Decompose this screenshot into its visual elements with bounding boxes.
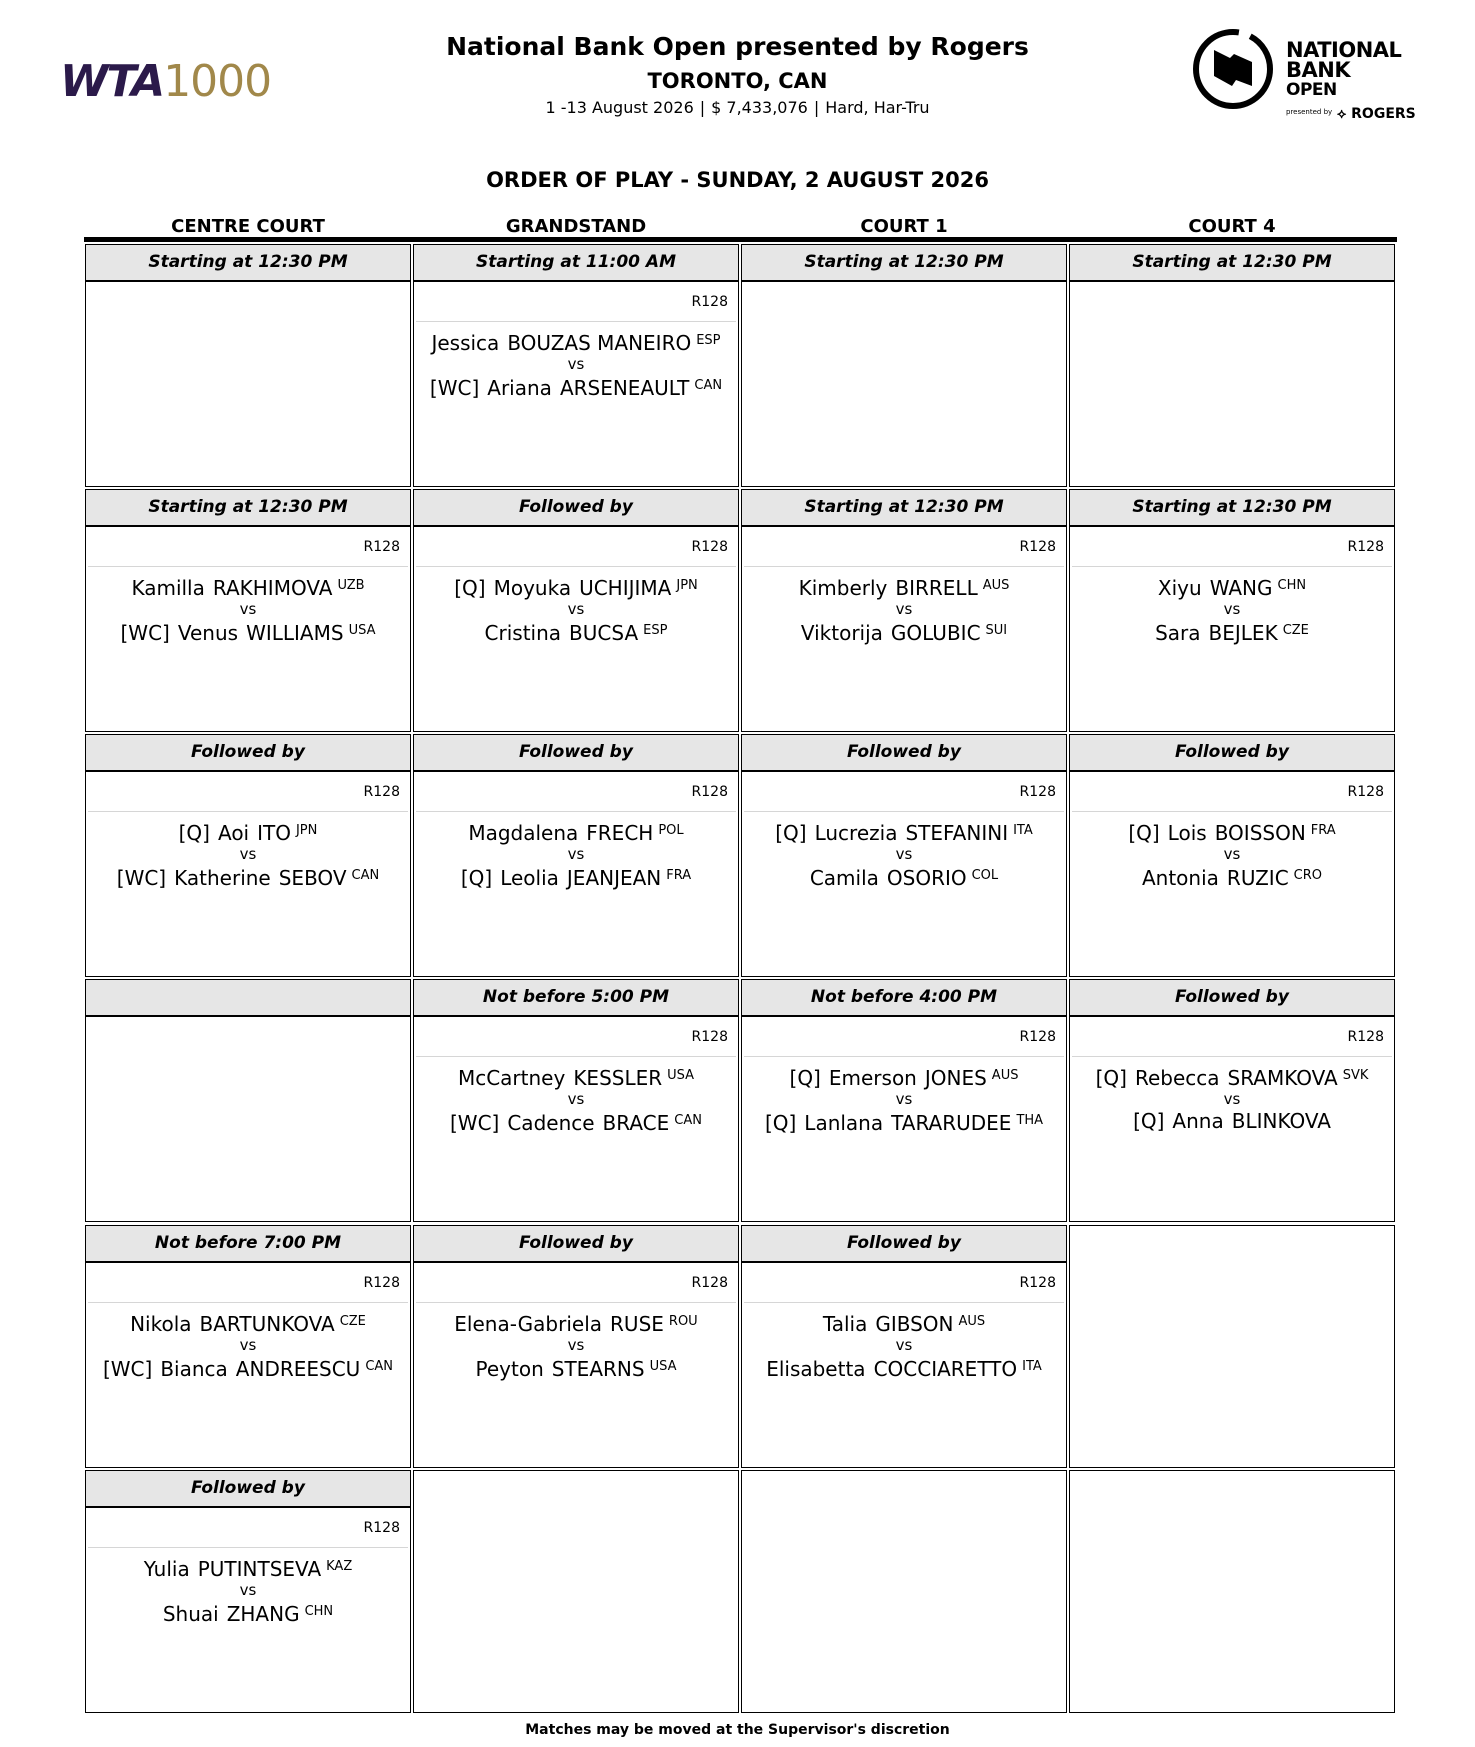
time-label: Starting at 12:30 PM bbox=[1070, 490, 1394, 527]
match-block bbox=[414, 812, 738, 889]
court-header: GRANDSTAND bbox=[505, 216, 647, 237]
player-nationality: CAN bbox=[351, 868, 380, 883]
schedule-cell bbox=[85, 734, 411, 977]
player-nationality: USA bbox=[649, 1359, 677, 1374]
player-first: Shuai bbox=[162, 1602, 219, 1626]
player-first: Xiyu bbox=[1157, 576, 1202, 600]
player-last: WILLIAMS bbox=[246, 621, 344, 645]
player-nationality: ITA bbox=[1013, 823, 1033, 838]
match-block bbox=[414, 1303, 738, 1380]
player-nationality: CAN bbox=[694, 378, 723, 393]
player-last: ANDREESCU bbox=[235, 1357, 361, 1381]
player-last: BOUZAS MANEIRO bbox=[507, 331, 692, 355]
schedule-cell bbox=[1069, 734, 1395, 977]
player-nationality: COL bbox=[971, 868, 999, 883]
player-last: FRECH bbox=[586, 821, 654, 845]
time-label: Followed by bbox=[414, 735, 738, 772]
round-label: R128 bbox=[416, 282, 736, 322]
time-label: Starting at 12:30 PM bbox=[742, 245, 1066, 282]
tournament-info: 1 -13 August 2026 | $ 7,433,076 | Hard, Har-Tru bbox=[545, 98, 930, 117]
player-name bbox=[86, 575, 410, 599]
player-last: BIRRELL bbox=[895, 576, 978, 600]
time-label: Followed by bbox=[1070, 980, 1394, 1017]
player-first: Leolia bbox=[500, 866, 559, 890]
versus-label: vs bbox=[1223, 845, 1241, 863]
round-label: R128 bbox=[1072, 772, 1392, 812]
tournament-title: National Bank Open presented by Rogers bbox=[446, 32, 1029, 61]
match-block bbox=[742, 812, 1066, 889]
match-block bbox=[414, 322, 738, 399]
versus-label: vs bbox=[1223, 600, 1241, 618]
player-seed: [Q] bbox=[1128, 821, 1160, 845]
player-first: Aoi bbox=[217, 821, 250, 845]
player-name bbox=[86, 620, 410, 644]
time-label: Starting at 11:00 AM bbox=[414, 245, 738, 282]
player-name bbox=[742, 865, 1066, 889]
time-label: Not before 7:00 PM bbox=[86, 1226, 410, 1263]
player-last: RUZIC bbox=[1226, 866, 1289, 890]
player-seed: [WC] bbox=[116, 866, 167, 890]
player-first: Bianca bbox=[160, 1357, 228, 1381]
player-name bbox=[742, 1311, 1066, 1335]
player-seed: [WC] bbox=[449, 1111, 500, 1135]
player-first: Lois bbox=[1167, 821, 1207, 845]
player-name bbox=[742, 1356, 1066, 1380]
schedule-cell bbox=[741, 1470, 1067, 1713]
round-label: R128 bbox=[88, 1263, 408, 1303]
player-last: ARSENEAULT bbox=[559, 376, 690, 400]
match-block bbox=[1070, 1057, 1394, 1132]
player-first: Antonia bbox=[1141, 866, 1219, 890]
player-nationality: AUS bbox=[991, 1068, 1019, 1083]
player-name bbox=[742, 620, 1066, 644]
schedule-cell bbox=[741, 734, 1067, 977]
player-name bbox=[414, 375, 738, 399]
player-first: Magdalena bbox=[468, 821, 579, 845]
schedule-cell bbox=[1069, 979, 1395, 1222]
time-label: Not before 4:00 PM bbox=[742, 980, 1066, 1017]
versus-label: vs bbox=[567, 1090, 585, 1108]
versus-label: vs bbox=[895, 1336, 913, 1354]
player-first: Lanlana bbox=[804, 1111, 884, 1135]
player-nationality: CAN bbox=[674, 1113, 702, 1128]
versus-label: vs bbox=[895, 1090, 913, 1108]
round-label: R128 bbox=[88, 1508, 408, 1548]
player-name bbox=[1070, 620, 1394, 644]
schedule-cell bbox=[1069, 489, 1395, 732]
player-nationality: JPN bbox=[676, 578, 698, 593]
player-first: Viktorija bbox=[800, 621, 883, 645]
player-first: Camila bbox=[809, 866, 879, 890]
player-last: RAKHIMOVA bbox=[212, 576, 333, 600]
player-nationality: ROU bbox=[668, 1314, 698, 1329]
player-last: KESSLER bbox=[573, 1066, 663, 1090]
court-header: COURT 1 bbox=[860, 216, 948, 237]
player-last: BEJLEK bbox=[1208, 621, 1278, 645]
tournament-location: TORONTO, CAN bbox=[647, 69, 828, 93]
player-name bbox=[414, 865, 738, 889]
player-name bbox=[414, 575, 738, 599]
player-last: COCCIARETTO bbox=[873, 1357, 1018, 1381]
versus-label: vs bbox=[239, 845, 257, 863]
player-seed: [WC] bbox=[429, 376, 480, 400]
match-block bbox=[86, 1548, 410, 1625]
player-first: Kimberly bbox=[798, 576, 888, 600]
match-block bbox=[414, 567, 738, 644]
player-last: JONES bbox=[924, 1066, 987, 1090]
rogers-logo: ⟡ ROGERS bbox=[1337, 106, 1416, 122]
player-nationality: CRO bbox=[1293, 868, 1323, 883]
player-last: WANG bbox=[1209, 576, 1273, 600]
schedule-cell bbox=[741, 979, 1067, 1222]
time-label: Starting at 12:30 PM bbox=[86, 245, 410, 282]
schedule-cell bbox=[1069, 1470, 1395, 1713]
player-name bbox=[742, 1065, 1066, 1089]
player-first: Talia bbox=[822, 1312, 868, 1336]
schedule-cell bbox=[1069, 1225, 1395, 1468]
versus-label: vs bbox=[567, 355, 585, 373]
sponsor-presented-by: presented by bbox=[1286, 108, 1333, 116]
schedule-cell bbox=[741, 489, 1067, 732]
player-name bbox=[86, 820, 410, 844]
schedule-cell bbox=[85, 489, 411, 732]
round-label: R128 bbox=[744, 527, 1064, 567]
player-name bbox=[414, 1311, 738, 1335]
player-name bbox=[86, 1311, 410, 1335]
round-label: R128 bbox=[88, 527, 408, 567]
player-nationality: ESP bbox=[696, 333, 721, 348]
player-seed: [Q] bbox=[764, 1111, 797, 1135]
player-name bbox=[86, 865, 410, 889]
player-first: Nikola bbox=[130, 1312, 192, 1336]
player-last: BUCSA bbox=[569, 621, 639, 645]
player-last: PUTINTSEVA bbox=[197, 1557, 322, 1581]
versus-label: vs bbox=[567, 845, 585, 863]
player-nationality: USA bbox=[667, 1068, 695, 1083]
time-label: Followed by bbox=[742, 735, 1066, 772]
player-name bbox=[414, 330, 738, 354]
player-seed: [Q] bbox=[789, 1066, 821, 1090]
player-first: Rebecca bbox=[1134, 1066, 1220, 1090]
player-name bbox=[742, 575, 1066, 599]
versus-label: vs bbox=[1223, 1090, 1241, 1108]
player-last: UCHIJIMA bbox=[579, 576, 672, 600]
tournament-prize: $ 7,433,076 bbox=[711, 98, 808, 117]
time-label: Followed by bbox=[414, 490, 738, 527]
schedule-cell bbox=[741, 1225, 1067, 1468]
player-name bbox=[86, 1356, 410, 1380]
player-name bbox=[1070, 820, 1394, 844]
round-label: R128 bbox=[744, 772, 1064, 812]
match-block bbox=[742, 1303, 1066, 1380]
round-label: R128 bbox=[744, 1017, 1064, 1057]
match-block bbox=[86, 567, 410, 644]
player-first: Katherine bbox=[174, 866, 271, 890]
player-first: Emerson bbox=[828, 1066, 917, 1090]
player-seed: [Q] bbox=[775, 821, 807, 845]
player-last: SRAMKOVA bbox=[1227, 1066, 1338, 1090]
versus-label: vs bbox=[567, 1336, 585, 1354]
player-first: Jessica bbox=[431, 331, 500, 355]
player-last: BARTUNKOVA bbox=[199, 1312, 335, 1336]
wta-1000-logo: WTA1000 bbox=[60, 56, 272, 107]
versus-label: vs bbox=[567, 600, 585, 618]
time-label: Followed by bbox=[414, 1226, 738, 1263]
player-first: Moyuka bbox=[493, 576, 572, 600]
player-last: TARARUDEE bbox=[891, 1111, 1012, 1135]
schedule-cell bbox=[413, 489, 739, 732]
time-label: Not before 5:00 PM bbox=[414, 980, 738, 1017]
match-block bbox=[742, 1057, 1066, 1134]
round-label: R128 bbox=[88, 772, 408, 812]
player-last: ZHANG bbox=[226, 1602, 300, 1626]
player-first: Cadence bbox=[507, 1111, 595, 1135]
time-label: Starting at 12:30 PM bbox=[86, 490, 410, 527]
player-last: ITO bbox=[257, 821, 291, 845]
schedule-cell bbox=[413, 979, 739, 1222]
schedule-cell bbox=[741, 244, 1067, 487]
schedule-cell bbox=[413, 244, 739, 487]
time-label: Starting at 12:30 PM bbox=[742, 490, 1066, 527]
time-label: Followed by bbox=[86, 1471, 410, 1508]
player-last: SEBOV bbox=[278, 866, 347, 890]
player-nationality: SVK bbox=[1342, 1068, 1369, 1083]
player-seed: [WC] bbox=[120, 621, 170, 645]
player-first: Peyton bbox=[475, 1357, 544, 1381]
player-name bbox=[1070, 865, 1394, 889]
player-seed: [Q] bbox=[460, 866, 493, 890]
player-name bbox=[86, 1601, 410, 1625]
player-seed: [WC] bbox=[102, 1357, 153, 1381]
player-name bbox=[1070, 575, 1394, 599]
player-name bbox=[414, 620, 738, 644]
player-name bbox=[414, 1065, 738, 1089]
time-label: Followed by bbox=[1070, 735, 1394, 772]
schedule-cell bbox=[413, 1470, 739, 1713]
player-first: Elisabetta bbox=[766, 1357, 866, 1381]
player-name bbox=[742, 1110, 1066, 1134]
player-seed: [Q] bbox=[1095, 1066, 1127, 1090]
schedule-cell bbox=[413, 1225, 739, 1468]
match-block bbox=[86, 1303, 410, 1380]
player-nationality: FRA bbox=[1310, 823, 1336, 838]
player-nationality: FRA bbox=[666, 868, 692, 883]
player-nationality: CZE bbox=[1282, 623, 1309, 638]
schedule-cell bbox=[85, 244, 411, 487]
player-nationality: UZB bbox=[337, 578, 365, 593]
court-header: CENTRE COURT bbox=[171, 216, 325, 237]
player-name bbox=[86, 1556, 410, 1580]
match-block bbox=[86, 812, 410, 889]
match-block bbox=[1070, 812, 1394, 889]
round-label: R128 bbox=[1072, 1017, 1392, 1057]
player-nationality: CZE bbox=[339, 1314, 366, 1329]
player-first: Ariana bbox=[487, 376, 552, 400]
player-name bbox=[1070, 1065, 1394, 1089]
round-label: R128 bbox=[416, 1263, 736, 1303]
player-last: GOLUBIC bbox=[890, 621, 981, 645]
player-first: McCartney bbox=[457, 1066, 566, 1090]
schedule-cell bbox=[85, 1225, 411, 1468]
player-name bbox=[742, 820, 1066, 844]
schedule-cell bbox=[1069, 244, 1395, 487]
player-nationality: CHN bbox=[304, 1604, 334, 1619]
player-name bbox=[414, 1110, 738, 1134]
player-nationality: KAZ bbox=[326, 1559, 353, 1574]
player-last: JEANJEAN bbox=[566, 866, 662, 890]
player-nationality: CHN bbox=[1277, 578, 1307, 593]
player-nationality: AUS bbox=[958, 1314, 986, 1329]
versus-label: vs bbox=[239, 1336, 257, 1354]
player-seed: [Q] bbox=[178, 821, 210, 845]
player-nationality: SUI bbox=[985, 623, 1008, 638]
player-seed: [Q] bbox=[454, 576, 486, 600]
player-nationality: CAN bbox=[365, 1359, 394, 1374]
player-last: STEARNS bbox=[551, 1357, 645, 1381]
player-first: Anna bbox=[1172, 1109, 1224, 1133]
versus-label: vs bbox=[895, 600, 913, 618]
schedule-cell bbox=[85, 979, 411, 1222]
match-block bbox=[414, 1057, 738, 1134]
player-name bbox=[414, 820, 738, 844]
tournament-surface: Hard, Har-Tru bbox=[825, 98, 930, 117]
tournament-dates: 1 -13 August 2026 bbox=[545, 98, 694, 117]
versus-label: vs bbox=[239, 600, 257, 618]
player-first: Sara bbox=[1155, 621, 1201, 645]
player-last: RUSE bbox=[610, 1312, 664, 1336]
court-header: COURT 4 bbox=[1188, 216, 1276, 237]
time-label bbox=[86, 980, 410, 1017]
player-nationality: ESP bbox=[643, 623, 668, 638]
player-first: Cristina bbox=[484, 621, 562, 645]
match-block bbox=[1070, 567, 1394, 644]
versus-label: vs bbox=[895, 845, 913, 863]
sponsor-logo-text: NATIONAL BANK OPEN bbox=[1286, 38, 1402, 100]
player-nationality: ITA bbox=[1022, 1359, 1042, 1374]
player-nationality: JPN bbox=[295, 823, 318, 838]
player-last: OSORIO bbox=[886, 866, 967, 890]
round-label: R128 bbox=[1072, 527, 1392, 567]
player-name bbox=[1070, 1110, 1394, 1132]
player-last: STEFANINI bbox=[905, 821, 1009, 845]
schedule-cell bbox=[85, 1470, 411, 1713]
player-name bbox=[414, 1356, 738, 1380]
time-label: Starting at 12:30 PM bbox=[1070, 245, 1394, 282]
player-first: Lucrezia bbox=[814, 821, 898, 845]
player-last: BLINKOVA bbox=[1231, 1109, 1331, 1133]
time-label: Followed by bbox=[86, 735, 410, 772]
footer-note: Matches may be moved at the Supervisor's discretion bbox=[525, 1722, 950, 1738]
player-last: BOISSON bbox=[1214, 821, 1306, 845]
round-label: R128 bbox=[416, 527, 736, 567]
header-rule bbox=[84, 237, 1397, 242]
player-first: Elena-Gabriela bbox=[454, 1312, 603, 1336]
player-first: Kamilla bbox=[131, 576, 205, 600]
time-label: Followed by bbox=[742, 1226, 1066, 1263]
match-block bbox=[742, 567, 1066, 644]
round-label: R128 bbox=[416, 1017, 736, 1057]
player-last: BRACE bbox=[602, 1111, 670, 1135]
player-first: Venus bbox=[177, 621, 239, 645]
player-nationality: AUS bbox=[982, 578, 1010, 593]
round-label: R128 bbox=[416, 772, 736, 812]
player-first: Yulia bbox=[143, 1557, 190, 1581]
player-nationality: USA bbox=[348, 623, 376, 638]
player-seed: [Q] bbox=[1133, 1109, 1165, 1133]
player-nationality: POL bbox=[658, 823, 684, 838]
schedule-cell bbox=[413, 734, 739, 977]
player-nationality: THA bbox=[1016, 1113, 1044, 1128]
round-label: R128 bbox=[744, 1263, 1064, 1303]
player-last: GIBSON bbox=[875, 1312, 954, 1336]
order-of-play-title: ORDER OF PLAY - SUNDAY, 2 AUGUST 2026 bbox=[486, 168, 989, 192]
versus-label: vs bbox=[239, 1581, 257, 1599]
